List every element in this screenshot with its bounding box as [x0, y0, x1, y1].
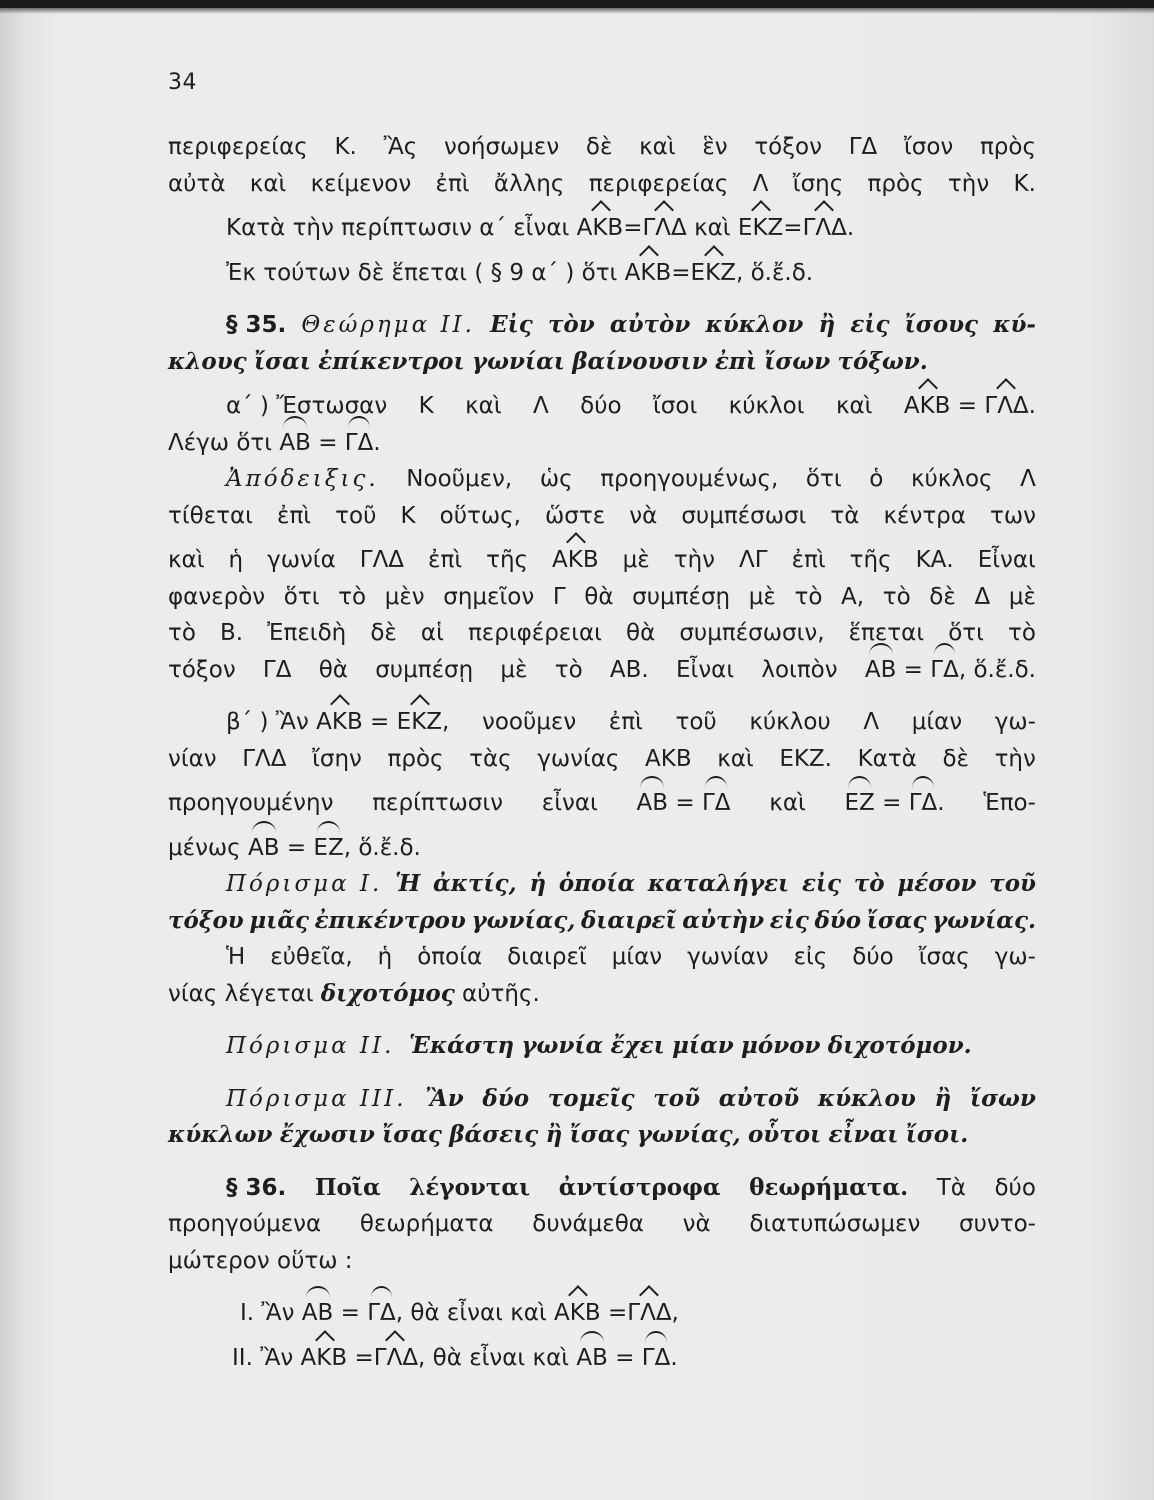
arc-mark: ΕΖ — [845, 785, 875, 822]
text-line: κλους ἴσαι ἐπίκεντροι γωνίαι βαίνουσιν ἐπὶ ἴσων τόξων. — [168, 347, 928, 375]
arc-mark: ΓΔ — [702, 785, 731, 822]
text-line: Λέγω ὅτι ΑΒ = ΓΔ . — [168, 425, 1036, 462]
text-line: τόξον ΓΔ θὰ συμπέσῃ μὲ τὸ ΑΒ. Εἶναι λοιπὸν ΑΒ = ΓΔ, ὅ.ἔ.δ. — [168, 652, 1036, 689]
text-line: τὸ Β. Ἐπειδὴ δὲ αἱ περιφέρειαι θὰ συμπέσωσιν, ἕπεται ὅτι τὸ — [168, 620, 1036, 646]
text-line: τόξου μιᾶς ἐπικέντρου γωνίας, διαιρεῖ αὐτὴν εἰς δύο ἴσας γωνίας. — [168, 906, 1036, 934]
corollary-1: Πόρισμα I. Ἡ ἀκτίς, ἡ ὁποία καταλήγει εἰς τὸ μέσον τοῦ — [168, 866, 1036, 903]
corollary-label: Πόρισμα I. — [226, 871, 383, 897]
text-line: αὐτὰ καὶ κείμενον ἐπὶ ἄλλης περιφερείας Λ ἴσης πρὸς τὴν Κ. — [168, 170, 1036, 197]
corollary-label: Πόρισμα III. — [226, 1085, 407, 1112]
angle-mark: Κ — [411, 704, 426, 741]
angle-mark: Κ — [592, 210, 607, 247]
arc-mark: ΑΒ — [576, 1340, 608, 1377]
proof-label: Ἀπόδειξις. — [226, 466, 379, 492]
angle-mark: Λ — [815, 210, 831, 247]
angle-mark: Κ — [316, 1340, 331, 1377]
arc-mark: ΓΔ — [345, 425, 374, 462]
angle-mark: Λ — [997, 388, 1013, 425]
angle-mark: Κ — [752, 210, 767, 247]
converse-statement-2: II. Ἂν Α Κ Β = Γ Λ Δ , θὰ εἶναι καὶ ΑΒ = ΓΔ . — [168, 1340, 1036, 1377]
text-line: μένως ΑΒ = ΕΖ , ὅ.ἔ.δ. — [168, 830, 1036, 867]
arc-mark: ΕΖ — [313, 830, 343, 867]
text-line: προηγούμενα θεωρήματα δυνάμεθα νὰ διατυπώσωμεν συντο- — [168, 1211, 1036, 1237]
text-line: κύκλων ἔχωσιν ἴσας βάσεις ἢ ἴσας γωνίας, οὗτοι εἶναι ἴσοι. — [168, 1121, 969, 1148]
text-line: Ἀπόδειξις. Νοοῦμεν, ὡς προηγουμένως, ὅτι ὁ κύκλος Λ — [168, 461, 1036, 498]
arc-mark: ΑΒ — [865, 652, 897, 689]
text-line: β΄ ) Ἂν ΑΚΒ = ΕΚΖ, νοοῦμεν ἐπὶ τοῦ κύκλου Λ μίαν γω- — [168, 704, 1036, 741]
scan-top-shadow — [0, 8, 1154, 14]
arc-mark: ΑΒ — [302, 1295, 334, 1332]
text-line: νίαν ΓΛΔ ἴσην πρὸς τὰς γωνίας ΑΚΒ καὶ ΕΚΖ. Κατὰ δὲ τὴν — [168, 745, 1036, 772]
text-line: μώτερον οὕτω : — [168, 1247, 353, 1274]
defined-term: διχοτόμος — [320, 979, 455, 1007]
angle-mark: Κ — [568, 542, 583, 579]
angle-mark: Λ — [387, 1340, 403, 1377]
arc-mark: ΓΔ — [930, 652, 959, 689]
text-line: φανερὸν ὅτι τὸ μὲν σημεῖον Γ θὰ συμπέσῃ μὲ τὸ Α, τὸ δὲ Δ μὲ — [168, 583, 1036, 610]
arc-mark: ΓΔ — [909, 785, 938, 822]
section-number: § 36. — [226, 1174, 287, 1201]
arc-mark: ΓΔ — [642, 1340, 671, 1377]
angle-mark: Κ — [570, 1295, 585, 1332]
theorem-label: Θεώρημα II. — [301, 312, 475, 338]
angle-mark: Κ — [920, 388, 935, 425]
arc-mark: ΑΒ — [279, 425, 311, 462]
text-line: Ἐκ τούτων δὲ ἕπεται ( § 9 α΄ ) ὅτι Α Κ Β = Ε Κ Ζ , ὅ.ἔ.δ. — [168, 255, 1036, 292]
angle-mark: Κ — [332, 704, 347, 741]
angle-mark: Λ — [640, 1295, 656, 1332]
text-line: Ἡ εὐθεῖα, ἡ ὁποία διαιρεῖ μίαν γωνίαν εἰς δύο ἴσας γω- — [226, 944, 1036, 970]
text-line: καὶ ἡ γωνία ΓΛΔ ἐπὶ τῆς ΑΚΒ μὲ τὴν ΛΓ ἐπὶ τῆς ΚΑ. Εἶναι — [168, 542, 1036, 579]
text-line: Κατὰ τὴν περίπτωσιν α΄ εἶναι Α Κ Β = Γ Λ Δ καὶ Ε Κ Ζ = Γ Λ Δ. — [168, 210, 1036, 247]
page-number: 34 — [168, 70, 197, 95]
text-line: α΄ ) Ἔστωσαν Κ καὶ Λ δύο ἴσοι κύκλοι καὶ ΑΚΒ = ΓΛΔ. — [168, 388, 1036, 425]
angle-mark: Κ — [705, 255, 720, 292]
corollary-2: Πόρισμα II. Ἑκάστη γωνία ἔχει μίαν μόνον διχοτόμον. — [168, 1028, 1036, 1065]
arc-mark: ΑΒ — [637, 785, 669, 822]
corollary-3: Πόρισμα III. Ἂν δύο τομεῖς τοῦ αὐτοῦ κύκλου ἢ ἴσων — [168, 1081, 1036, 1118]
section-number: § 35. — [226, 312, 287, 338]
angle-mark: Λ — [655, 210, 671, 247]
section-36-heading: § 36. Ποῖα λέγονται ἀντίστροφα θεωρήματα. Τὰ δύο — [168, 1170, 1036, 1207]
text-line: περιφερείας Κ. Ἂς νοήσωμεν δὲ καὶ ἓν τόξον ΓΔ ἴσον πρὸς — [168, 134, 1036, 160]
text-line: τίθεται ἐπὶ τοῦ Κ οὕτως, ὥστε νὰ συμπέσωσι τὰ κέντρα των — [168, 502, 1036, 529]
arc-mark: ΓΔ — [367, 1295, 396, 1332]
theorem-2-heading: § 35. Θεώρημα II. Εἰς τὸν αὐτὸν κύκλον ἢ εἰς ἴσους κύ- — [168, 307, 1036, 344]
angle-mark: Κ — [640, 255, 655, 292]
text-line: προηγουμένην περίπτωσιν εἶναι ΑΒ = ΓΔ καὶ ΕΖ = ΓΔ. Ἑπο- — [168, 785, 1036, 822]
corollary-label: Πόρισμα II. — [226, 1033, 395, 1059]
scan-top-edge — [0, 0, 1154, 8]
text-line: νίας λέγεται διχοτόμος αὐτῆς. — [168, 976, 1036, 1013]
book-page — [168, 70, 1036, 1376]
converse-statement-1: I. Ἂν ΑΒ = ΓΔ , θὰ εἶναι καὶ Α Κ Β = Γ Λ Δ , — [168, 1295, 1036, 1332]
arc-mark: ΑΒ — [248, 830, 280, 867]
